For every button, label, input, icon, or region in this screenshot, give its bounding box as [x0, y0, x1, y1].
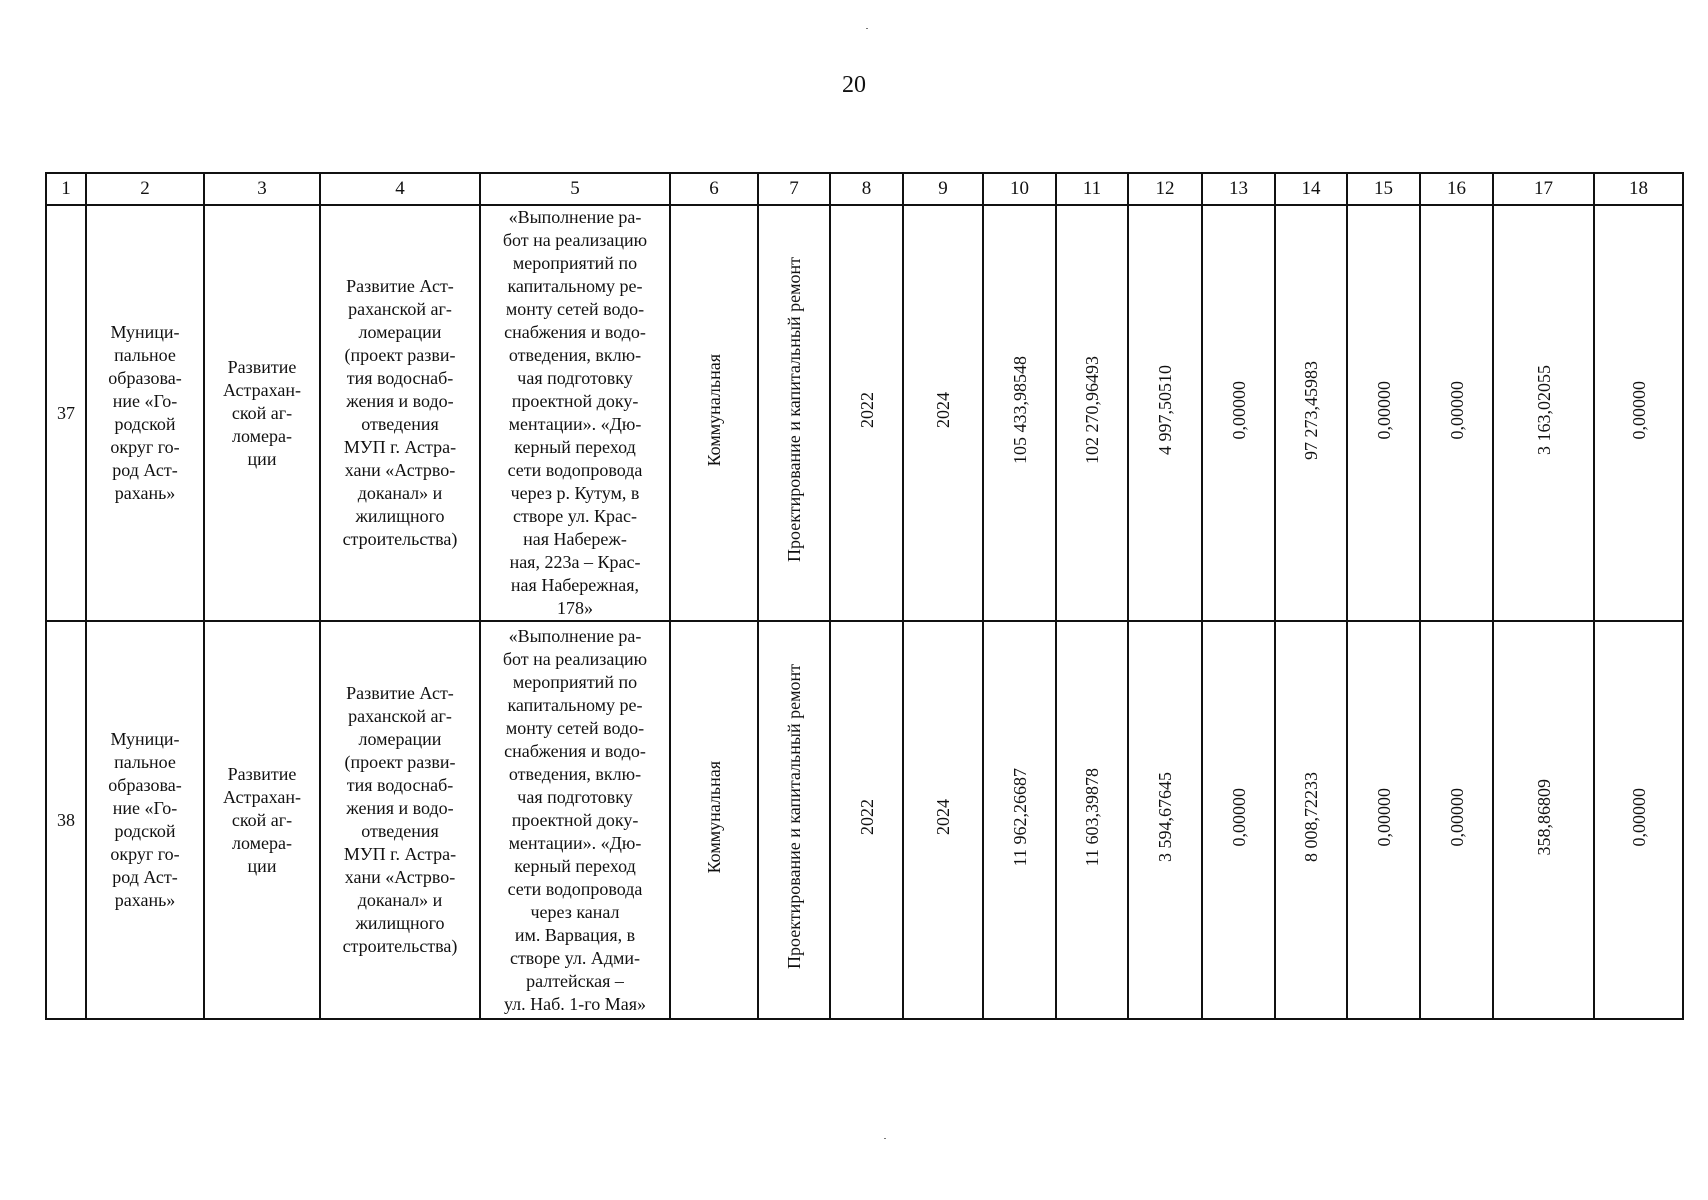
- value-text: 8 008,72233: [1301, 772, 1321, 862]
- value-text: 102 270,96493: [1082, 356, 1102, 464]
- header-cell: 13: [1202, 173, 1275, 205]
- municipality-cell: Муници- пальное образова- ние «Го- родской округ го- род Аст- рахань»: [86, 205, 204, 621]
- row-number-cell: 37: [46, 205, 86, 621]
- header-cell: 8: [830, 173, 903, 205]
- value-cell-17: [1493, 205, 1594, 621]
- value-text: 0,00000: [1228, 787, 1249, 847]
- header-cell: 7: [758, 173, 830, 205]
- project-cell: Развитие Аст- раханской аг- ломерации (проект разви- тия водоснаб- жения и водо- отведения МУП г. Астра- хани «Астрво- доканал» и жилищного строительства): [320, 621, 480, 1019]
- value-cell-14: [1275, 621, 1347, 1019]
- year-end-cell: [903, 205, 983, 621]
- value-text: 11 603,39878: [1082, 767, 1102, 867]
- value-cell-15: [1347, 205, 1420, 621]
- value-cell-13: [1202, 205, 1275, 621]
- year-end-text: 2024: [933, 799, 953, 835]
- value-text: 0,00000: [1628, 380, 1649, 440]
- value-text: 358,86809: [1533, 778, 1554, 856]
- header-cell: 11: [1056, 173, 1128, 205]
- year-start-text: 2022: [856, 392, 877, 428]
- header-cell: 9: [903, 173, 983, 205]
- header-cell: 14: [1275, 173, 1347, 205]
- program-cell: Развитие Астрахан- ской аг- ломера- ции: [204, 621, 320, 1019]
- data-table: [45, 172, 1684, 1020]
- value-text: 0,00000: [1446, 380, 1467, 440]
- year-start-text: 2022: [856, 799, 877, 835]
- year-end-cell: [903, 621, 983, 1019]
- value-cell-10: [983, 621, 1056, 1019]
- value-cell-12: [1128, 621, 1202, 1019]
- header-cell: 4: [320, 173, 480, 205]
- value-text: 0,00000: [1628, 787, 1649, 847]
- scan-speck: [884, 1138, 886, 1139]
- municipality-cell: Муници- пальное образова- ние «Го- родской округ го- род Аст- рахань»: [86, 621, 204, 1019]
- value-cell-12: [1128, 205, 1202, 621]
- value-cell-10: [983, 205, 1056, 621]
- ownership-cell: [670, 621, 758, 1019]
- header-cell: 12: [1128, 173, 1202, 205]
- value-text: 0,00000: [1228, 380, 1249, 440]
- header-cell: 15: [1347, 173, 1420, 205]
- value-cell-16: [1420, 621, 1493, 1019]
- value-cell-11: [1056, 621, 1128, 1019]
- header-cell: 5: [480, 173, 670, 205]
- header-cell: 10: [983, 173, 1056, 205]
- row-number-cell: 38: [46, 621, 86, 1019]
- page-number: 20: [842, 72, 866, 98]
- value-text: 0,00000: [1373, 380, 1394, 440]
- table-row: [46, 205, 1683, 621]
- year-end-text: 2024: [933, 392, 953, 428]
- header-cell: 16: [1420, 173, 1493, 205]
- value-text: 97 273,45983: [1301, 360, 1321, 460]
- work-type-text: Проектирование и капитальный ремонт: [784, 257, 804, 563]
- header-row: [46, 173, 1683, 205]
- year-start-cell: [830, 205, 903, 621]
- header-cell: 3: [204, 173, 320, 205]
- value-cell-13: [1202, 621, 1275, 1019]
- object-cell: «Выполнение ра- бот на реализацию мероприятий по капитальному ре- монту сетей водо- снабжения и водо- отведения, вклю- чая подготовку проектной доку- ментации». «Дю- керный переход сети водопровода через канал им. Варвация, в створе ул. Адми- ралтейская – ул. Наб. 1-го Мая»: [480, 621, 670, 1019]
- ownership-cell: [670, 205, 758, 621]
- value-text: 4 997,50510: [1155, 365, 1175, 455]
- ownership-text: Коммунальная: [704, 760, 724, 874]
- object-cell: «Выполнение ра- бот на реализацию мероприятий по капитальному ре- монту сетей водо- снабжения и водо- отведения, вклю- чая подготовку проектной доку- ментации». «Дю- керный переход сети водопровода через р. Кутум, в створе ул. Крас- ная Набереж- ная, 223а – Крас- ная Набережная, 178»: [480, 205, 670, 621]
- ownership-text: Коммунальная: [704, 353, 724, 467]
- project-cell: Развитие Аст- раханской аг- ломерации (проект разви- тия водоснаб- жения и водо- отведения МУП г. Астра- хани «Астрво- доканал» и жилищного строительства): [320, 205, 480, 621]
- value-cell-18: [1594, 205, 1683, 621]
- value-cell-15: [1347, 621, 1420, 1019]
- value-text: 0,00000: [1446, 787, 1467, 847]
- value-text: 0,00000: [1373, 787, 1394, 847]
- work-type-cell: [758, 205, 830, 621]
- table-row: [46, 621, 1683, 1019]
- header-cell: 6: [670, 173, 758, 205]
- program-cell: Развитие Астрахан- ской аг- ломера- ции: [204, 205, 320, 621]
- value-text: 11 962,26687: [1009, 767, 1030, 867]
- header-cell: 18: [1594, 173, 1683, 205]
- value-text: 105 433,98548: [1009, 356, 1030, 464]
- value-cell-17: [1493, 621, 1594, 1019]
- header-cell: 2: [86, 173, 204, 205]
- value-cell-14: [1275, 205, 1347, 621]
- value-cell-16: [1420, 205, 1493, 621]
- scan-speck: [866, 28, 868, 29]
- header-cell: 17: [1493, 173, 1594, 205]
- value-cell-11: [1056, 205, 1128, 621]
- header-cell: 1: [46, 173, 86, 205]
- work-type-cell: [758, 621, 830, 1019]
- work-type-text: Проектирование и капитальный ремонт: [784, 664, 804, 970]
- year-start-cell: [830, 621, 903, 1019]
- value-text: 3 594,67645: [1155, 772, 1175, 862]
- value-text: 3 163,02055: [1533, 365, 1554, 455]
- value-cell-18: [1594, 621, 1683, 1019]
